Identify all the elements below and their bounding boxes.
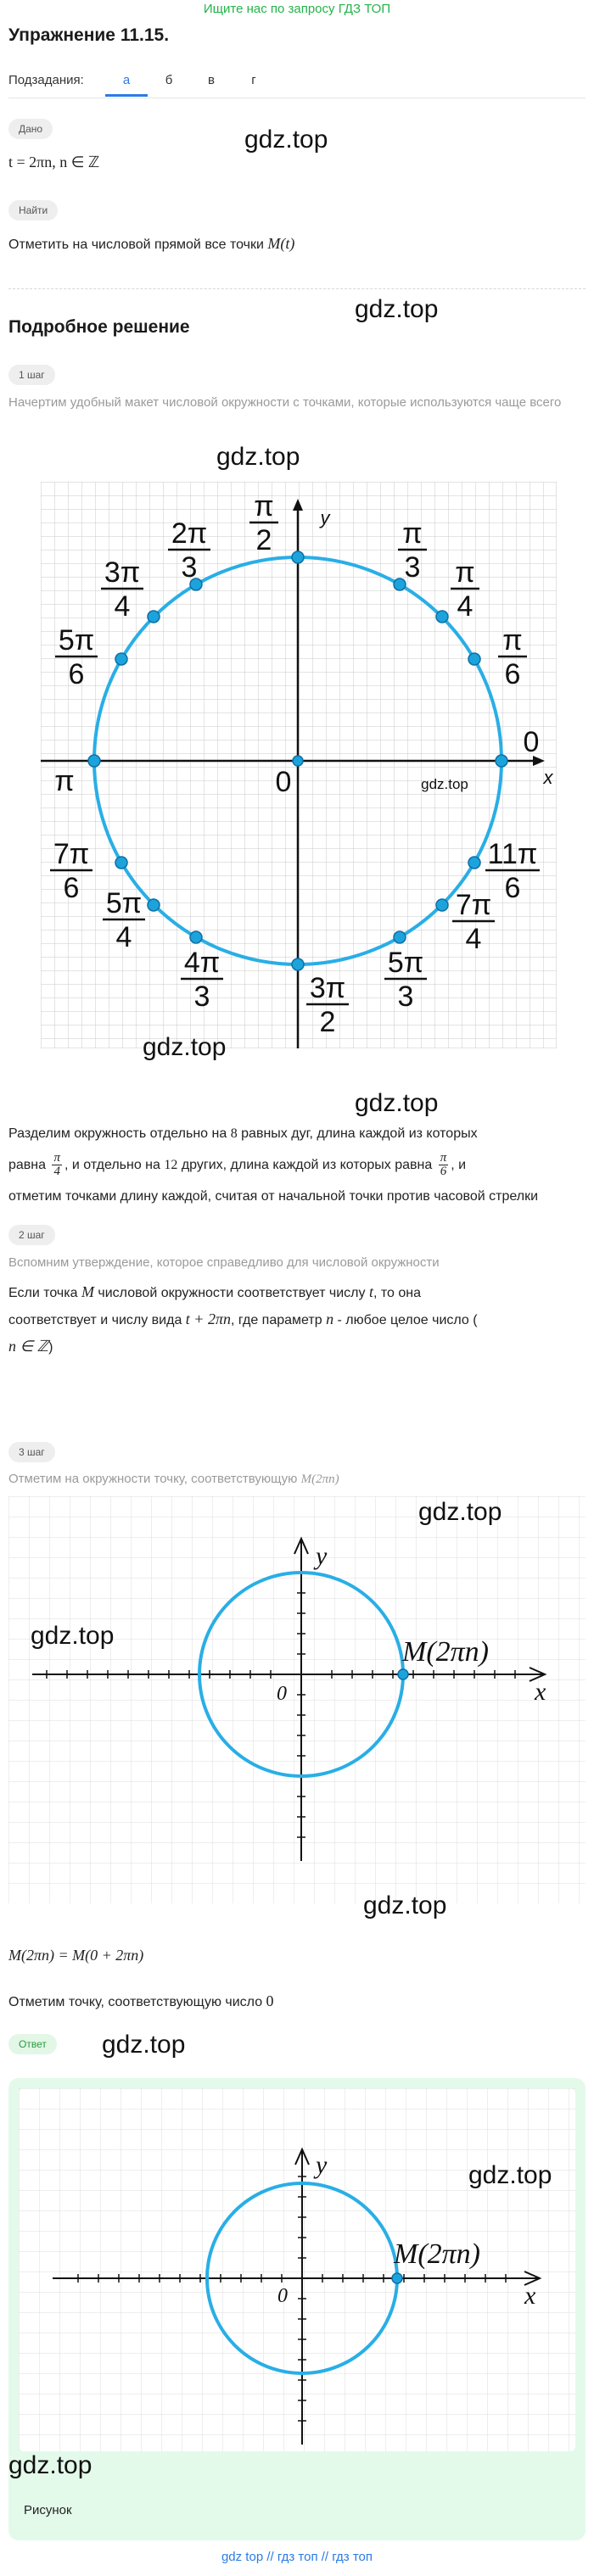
answer-caption: Рисунок <box>24 2503 72 2517</box>
watermark: gdz.top <box>355 295 439 323</box>
top-banner[interactable]: Ищите нас по запросу ГДЗ ТОП <box>203 2 391 16</box>
step3-text: Отметим точку, соответствующую число 0 <box>8 1992 274 2009</box>
step1-line1: Разделим окружность отдельно на 8 равных дуг, длина каждой из которых <box>8 1126 478 1141</box>
grid-background <box>19 2088 575 2451</box>
svg-text:3π: 3π <box>309 972 346 1004</box>
svg-text:3π: 3π <box>104 556 141 589</box>
given-pill: Дано <box>8 119 53 139</box>
svg-text:11π: 11π <box>487 838 538 870</box>
svg-text:2: 2 <box>255 524 272 556</box>
point-m-label: M(2πn) <box>394 2238 480 2270</box>
svg-text:3: 3 <box>397 981 414 1013</box>
step3-pill: 3 шаг <box>8 1442 55 1462</box>
watermark: gdz.top <box>31 1622 115 1650</box>
point-7pi-4 <box>436 899 448 911</box>
point-m-label: M(2πn) <box>402 1636 489 1668</box>
svg-text:6: 6 <box>504 658 521 690</box>
step1-line3: отметим точками длину каждой, считая от начальной точки против часовой стрелки <box>8 1189 539 1204</box>
step1-caption: Начертим удобный макет числовой окружности с точками, которые используются чаще всего <box>8 395 562 410</box>
footer-links[interactable]: gdz top // гдз топ // гдз топ <box>221 2550 373 2564</box>
solution-title: Подробное решение <box>8 317 190 337</box>
watermark: gdz.top <box>468 2161 552 2189</box>
svg-text:2: 2 <box>319 1006 336 1038</box>
point-3pi-2 <box>292 958 304 970</box>
svg-text:2π: 2π <box>171 517 208 550</box>
step3-equation: M(2πn) = M(0 + 2πn) <box>8 1947 144 1964</box>
point-pi-4 <box>436 611 448 623</box>
find-pill: Найти <box>8 200 58 221</box>
tab-v[interactable]: в <box>208 73 215 87</box>
label-0: 0 <box>523 726 540 758</box>
label-pi: π <box>54 765 75 797</box>
step2-text: Если точка M числовой окружности соответствует числу t, то она соответствует и числу вида t + 2πn, где параметр n - любое целое число ( n ∈ ℤ) <box>8 1283 478 1355</box>
point-pi-6 <box>468 653 480 665</box>
svg-text:4: 4 <box>114 590 131 623</box>
find-label: Отметить на числовой прямой все точки <box>8 237 264 252</box>
svg-text:3: 3 <box>181 551 198 584</box>
page-title: Упражнение 11.15. <box>8 25 170 45</box>
svg-text:π: π <box>402 517 423 550</box>
svg-text:5π: 5π <box>58 624 95 657</box>
frac-pi-6: $\frac{\pi}{6}$ <box>440 1151 447 1179</box>
step2-pill: 2 шаг <box>8 1225 55 1245</box>
grid-background <box>8 1496 586 1903</box>
unit-circle-diagram <box>41 482 557 1048</box>
answer-graph <box>19 2088 575 2451</box>
subtask-tabs <box>105 66 275 97</box>
point-5pi-4 <box>148 899 160 911</box>
answer-figure <box>19 2088 575 2451</box>
svg-text:6: 6 <box>68 658 85 690</box>
axis-y-label: y <box>320 507 330 528</box>
axis-x-label: x <box>535 1678 546 1706</box>
step1-pill: 1 шаг <box>8 365 55 385</box>
svg-text:π: π <box>502 624 523 657</box>
find-text <box>8 231 294 258</box>
point-m <box>392 2273 402 2283</box>
answer-pill: Ответ <box>8 2034 57 2054</box>
step1-text <box>8 1121 586 1210</box>
svg-text:4: 4 <box>465 923 482 955</box>
step2-caption: Вспомним утверждение, которое справедливо для числовой окружности <box>8 1255 440 1270</box>
point-4pi-3 <box>190 931 202 943</box>
inner-watermark: gdz.top <box>421 776 468 792</box>
tab-b[interactable]: б <box>165 73 173 87</box>
section-divider <box>8 288 586 289</box>
tab-g[interactable]: г <box>251 73 256 87</box>
watermark: gdz.top <box>143 1033 227 1061</box>
subtasks-label: Подзадания: <box>8 73 84 87</box>
axis-y-label: y <box>316 2151 328 2179</box>
number-8: 8 <box>230 1126 238 1141</box>
point-5pi-3 <box>394 931 406 943</box>
answer-box <box>8 2078 586 2540</box>
svg-text:3: 3 <box>193 981 210 1013</box>
axis-x-label: x <box>524 2282 536 2310</box>
step1-line2: равна $\frac{\pi}{4}$ , и отдельно на 12 других, длина каждой из которых равна $\frac{\pi}{6}$ , и <box>8 1151 467 1179</box>
watermark: gdz.top <box>355 1089 439 1117</box>
point-pi <box>88 755 100 767</box>
point-pi-2 <box>292 551 304 563</box>
svg-text:5π: 5π <box>387 947 424 979</box>
origin-point <box>293 756 303 766</box>
given-formula: t = 2πn, n ∈ ℤ <box>8 154 100 170</box>
origin-label: 0 <box>277 1683 287 1705</box>
watermark: gdz.top <box>363 1891 447 1919</box>
point-5pi-6 <box>115 653 127 665</box>
svg-text:7π: 7π <box>53 838 90 870</box>
svg-text:3: 3 <box>404 551 421 584</box>
svg-text:π: π <box>254 490 274 522</box>
watermark: gdz.top <box>102 2031 186 2059</box>
number-12: 12 <box>164 1158 178 1172</box>
watermark: gdz.top <box>418 1498 502 1526</box>
svg-text:7π: 7π <box>455 889 492 921</box>
svg-text:5π: 5π <box>105 887 143 919</box>
find-point: M(t) <box>267 235 295 252</box>
svg-text:6: 6 <box>63 872 80 904</box>
point-7pi-6 <box>115 857 127 869</box>
axis-x-label: x <box>543 767 553 788</box>
svg-text:π: π <box>455 556 475 589</box>
tab-a[interactable]: а <box>105 66 148 97</box>
svg-text:4π: 4π <box>183 947 221 979</box>
svg-text:4: 4 <box>457 590 474 623</box>
watermark: gdz.top <box>244 126 328 154</box>
point-0 <box>496 755 507 767</box>
point-11pi-6 <box>468 857 480 869</box>
step3-caption: Отметим на окружности точку, соответствующую M(2πn) <box>8 1472 339 1486</box>
axis-y-label: y <box>316 1542 328 1570</box>
watermark: gdz.top <box>8 2451 92 2479</box>
watermark: gdz.top <box>216 443 300 471</box>
origin-label: 0 <box>277 2285 288 2307</box>
step3-graph <box>8 1496 586 1903</box>
frac-pi-4: $\frac{\pi}{4}$ <box>53 1151 60 1179</box>
origin-label: 0 <box>275 766 292 798</box>
svg-text:6: 6 <box>504 872 521 904</box>
point-3pi-4 <box>148 611 160 623</box>
svg-text:4: 4 <box>115 921 132 953</box>
point-m <box>398 1669 408 1679</box>
